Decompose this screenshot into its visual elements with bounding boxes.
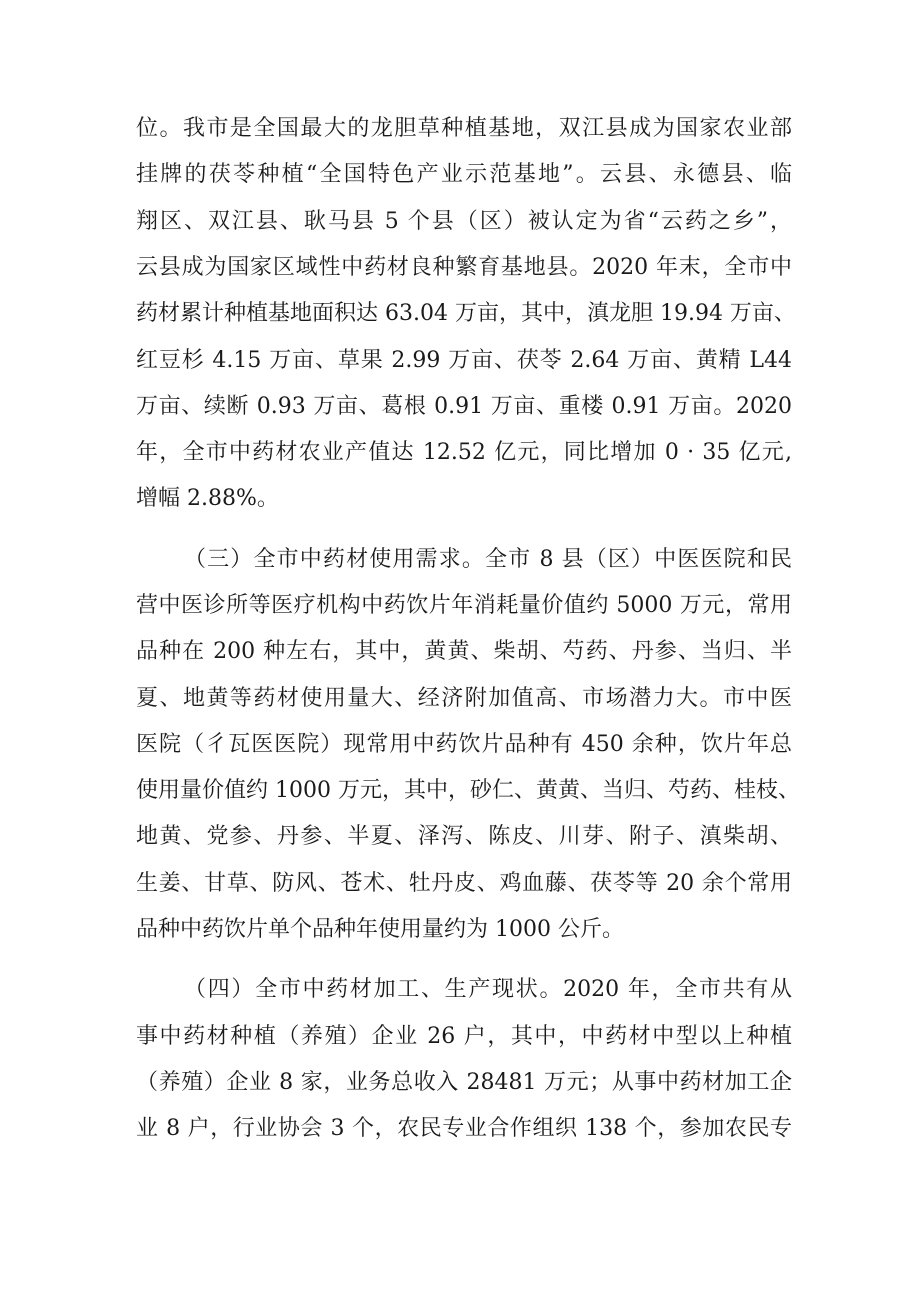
text-line: 地黄、党参、丹参、半夏、泽泻、陈皮、川芽、附子、滇柴胡、: [136, 824, 792, 849]
text-line: 营中医诊所等医疗机构中药饮片年消耗量价值约 5000 万元，常用: [136, 593, 792, 618]
text-line: 使用量价值约 1000 万元，其中，砂仁、黄黄、当归、芍药、桂枝、: [136, 778, 800, 803]
text-line: 增幅 2.88%。: [136, 486, 279, 511]
text-line: 位。我市是全国最大的龙胆草种植基地，双江县成为国家农业部: [136, 116, 792, 141]
text-line: 万亩、续断 0.93 万亩、葛根 0.91 万亩、重楼 0.91 万亩。2020: [136, 394, 792, 419]
text-line: 翔区、双江县、耿马县 5 个县（区）被认定为省“云药之乡”，: [136, 209, 792, 234]
text-line: 品种在 200 种左右，其中，黄黄、柴胡、芍药、丹参、当归、半: [136, 639, 792, 664]
text-line: 生姜、甘草、防风、苍术、牡丹皮、鸡血藤、茯苓等 20 余个常用: [136, 871, 792, 896]
text-line: 事中药材种植（养殖）企业 26 户，其中，中药材中型以上种植: [136, 1024, 792, 1049]
text-line: 品种中药饮片单个品种年使用量约为 1000 公斤。: [136, 917, 624, 942]
text-line: 云县成为国家区域性中药材良种繁育基地县。2020 年末，全市中: [136, 255, 792, 280]
text-line: 业 8 户，行业协会 3 个，农民专业合作组织 138 个，参加农民专: [136, 1116, 792, 1141]
text-line: 红豆杉 4.15 万亩、草果 2.99 万亩、茯苓 2.64 万亩、黄精 L44: [136, 348, 792, 373]
text-line: （四）全市中药材加工、生产现状。2020 年，全市共有从: [184, 977, 792, 1002]
text-line: 医院（彳瓦医医院）现常用中药饮片品种有 450 余种，饮片年总: [136, 732, 792, 757]
text-line: 挂牌的茯苓种植“全国特色产业示范基地”。云县、永德县、临: [136, 162, 792, 187]
text-line: （三）全市中药材使用需求。全市 8 县（区）中医医院和民: [184, 547, 792, 572]
text-line: （养殖）企业 8 家，业务总收入 28481 万元；从事中药材加工企: [136, 1070, 792, 1095]
text-line: 夏、地黄等药材使用量大、经济附加值高、市场潜力大。市中医: [136, 686, 792, 711]
text-line: 年，全市中药材农业产值达 12.52 亿元，同比增加 0 · 35 亿元,: [136, 440, 792, 465]
text-line: 药材累计种植基地面积达 63.04 万亩，其中，滇龙胆 19.94 万亩、: [136, 301, 796, 326]
